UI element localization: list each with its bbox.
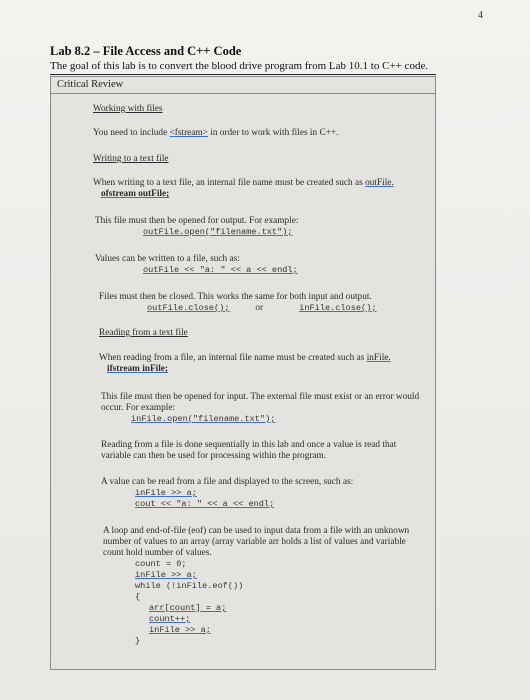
open-input-code — [131, 414, 275, 425]
loop-text-3: count hold number of values. — [103, 548, 212, 558]
loop-code-line: arr[count] = a; — [149, 603, 227, 613]
writing-internal-name: outFile. — [365, 178, 394, 188]
open-output-code — [143, 227, 293, 238]
display-code-2-text: cout << "a: " << a << endl; — [135, 499, 275, 509]
open-output-text: This file must then be opened for output. For example: — [95, 216, 299, 226]
goal-underline — [50, 74, 436, 75]
sequential-text-1: Reading from a file is done sequentially in this lab and once a value is read that — [101, 440, 397, 450]
write-values-text: Values can be written to a file, such as: — [95, 254, 240, 264]
close-code-outfile: outFile.close(); — [147, 303, 230, 313]
close-or: or — [255, 303, 264, 313]
writing-text-body: When writing to a text file, an internal file name must be created such as — [93, 178, 366, 188]
display-code-2 — [135, 499, 274, 510]
reading-heading: Reading from a text file — [99, 328, 188, 338]
critical-review-header: Critical Review — [57, 79, 124, 90]
working-with-files-heading: Working with files — [93, 104, 163, 114]
open-input-text-1: This file must then be opened for input. The external file must exist or an error would — [101, 392, 420, 402]
page-number: 4 — [478, 10, 483, 21]
loop-code-line: count = 0; — [135, 559, 187, 569]
sequential-text-2: variable can then be used for processing within the program. — [101, 451, 327, 461]
loop-code-line: inFile >> a; — [149, 625, 211, 635]
close-code-infile: inFile.close(); — [299, 303, 377, 313]
lab-goal: The goal of this lab is to convert the blood drive program from Lab 10.1 to C++ code. — [50, 60, 429, 72]
critical-review-content — [51, 94, 435, 669]
loop-code-line: inFile >> a; — [135, 570, 197, 580]
include-pre: You need to include — [93, 128, 170, 138]
loop-text-1: A loop and end-of-file (eof) can be used to input data from a file with an unknown — [103, 526, 410, 536]
display-code-1-text: inFile >> a; — [135, 488, 197, 498]
writing-heading: Writing to a text file — [93, 154, 169, 164]
loop-code-line: count++; — [149, 614, 191, 624]
close-text: Files must then be closed. This works the same for both input and output. — [99, 292, 372, 302]
display-code-1 — [135, 488, 197, 499]
loop-code-line: while (!inFile.eof()) — [135, 581, 244, 591]
reading-internal-name: inFile. — [366, 353, 391, 363]
critical-review-box — [50, 76, 436, 670]
lab-title: Lab 8.2 – File Access and C++ Code — [50, 44, 242, 58]
open-input-code-text: inFile.open("filename.txt"); — [131, 414, 276, 424]
open-output-code-text: outFile.open("filename.txt"); — [143, 227, 293, 237]
loop-text-2: number of values to an array (array variable arr holds a list of values and variable — [103, 537, 406, 547]
loop-code-line: { — [135, 592, 141, 602]
reading-text — [99, 353, 391, 364]
open-input-text-2: occur. For example: — [101, 403, 176, 413]
include-post: in order to work with files in C++. — [207, 128, 339, 138]
loop-code-line: } — [135, 636, 141, 646]
write-values-code-text: outFile << "a: " << a << endl; — [143, 265, 298, 275]
ofstream-declaration: ofstream outFile; — [101, 189, 170, 199]
reading-text-body: When reading from a file, an internal file name must be created such as — [99, 353, 367, 363]
writing-text — [93, 178, 394, 189]
display-text: A value can be read from a file and displayed to the screen, such as: — [101, 477, 354, 487]
include-instruction — [93, 128, 338, 139]
ifstream-declaration: ifstream inFile; — [107, 364, 169, 374]
close-code-line — [147, 303, 377, 314]
write-values-code — [143, 265, 298, 276]
include-header: <fstream> — [169, 128, 208, 138]
